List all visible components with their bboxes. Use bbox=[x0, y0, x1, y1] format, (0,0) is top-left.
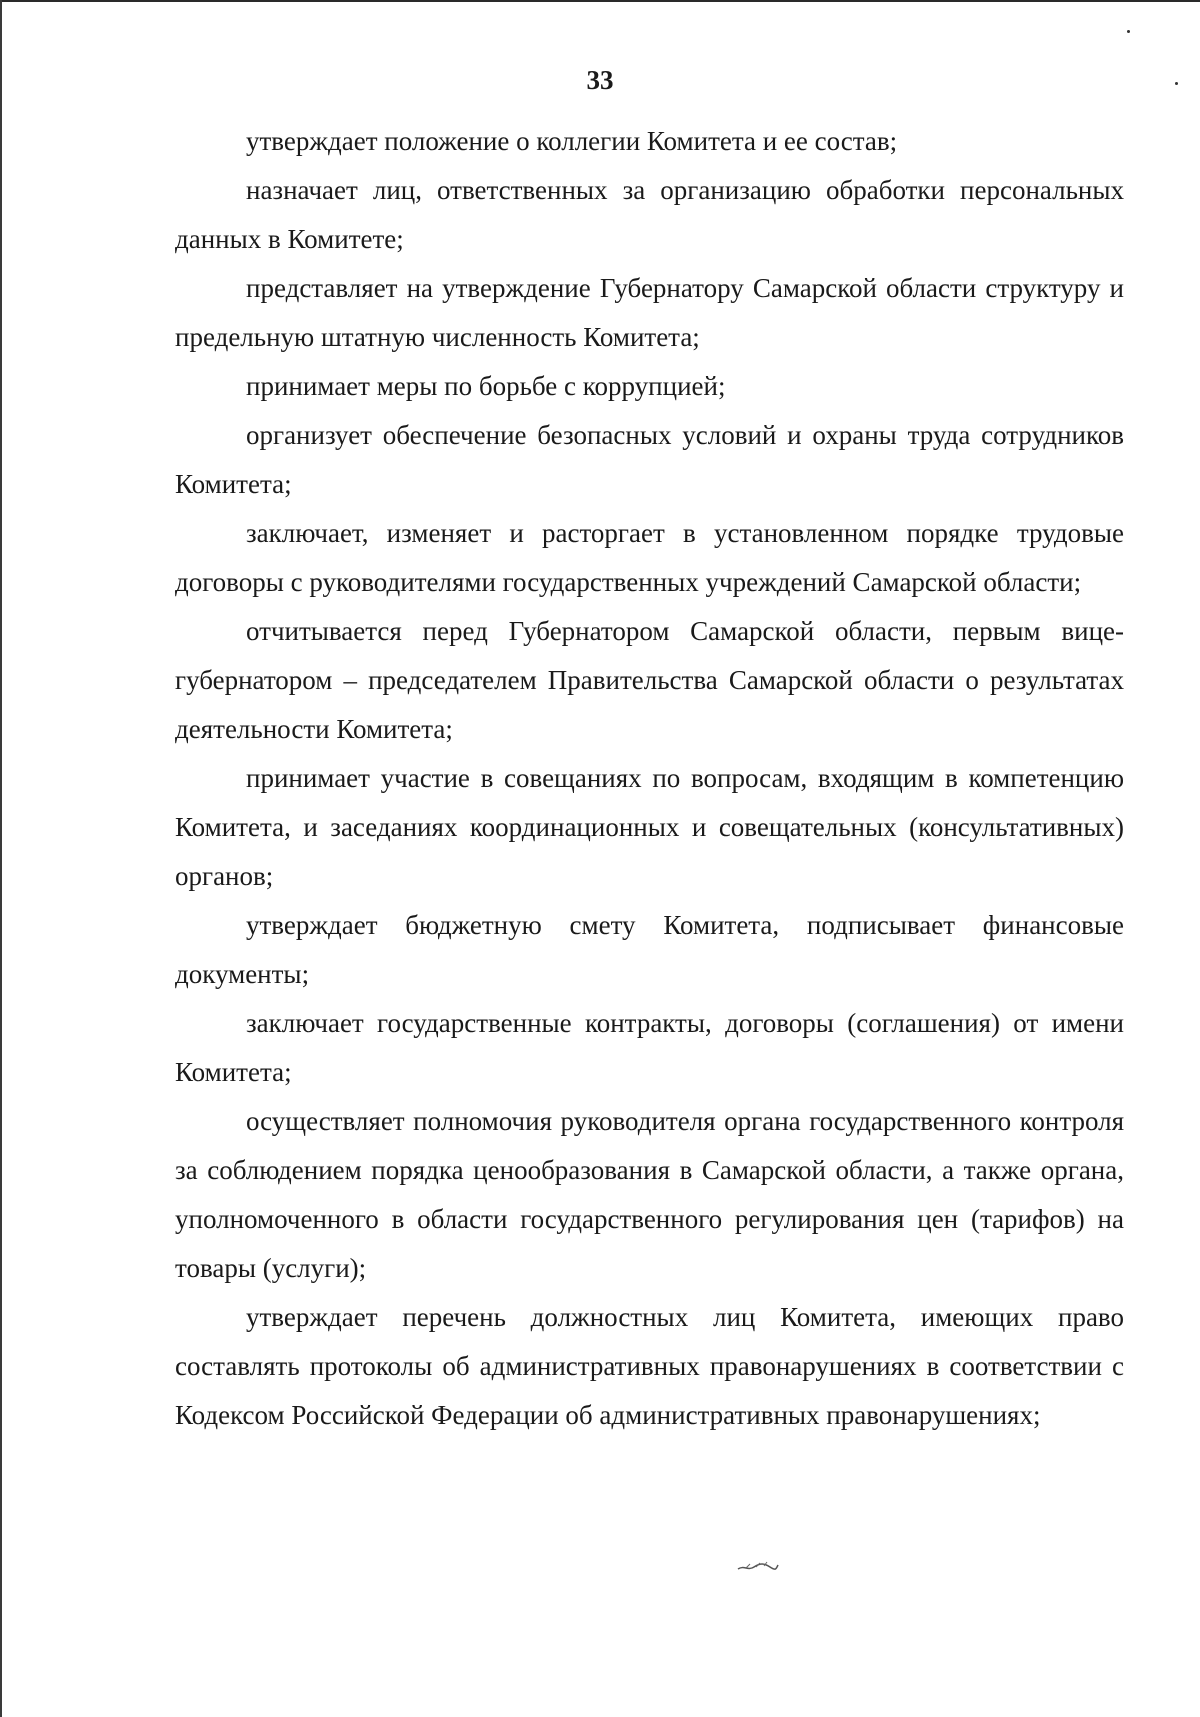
paragraph: утверждает положение о коллегии Комитета и ее состав; bbox=[246, 126, 898, 156]
paragraph: представляет на утверждение Губернатору Самарской области структуру и предельную штатную численность Комитета; bbox=[175, 273, 1124, 352]
paragraph: утверждает перечень должностных лиц Комитета, имеющих право составлять протоколы об административных правонарушениях в соответствии с Кодексом Российской Федерации об административных правонарушениях; bbox=[175, 1302, 1124, 1430]
paragraph: утверждает бюджетную смету Комитета, подписывает финансовые документы; bbox=[175, 910, 1124, 989]
paragraph: заключает, изменяет и расторгает в установленном порядке трудовые договоры с руководителями государственных учреждений Самарской области; bbox=[175, 518, 1124, 597]
paragraph: принимает участие в совещаниях по вопросам, входящим в компетенцию Комитета, и заседаниях координационных и совещательных (консультативных) органов; bbox=[175, 763, 1124, 891]
paragraph: отчитывается перед Губернатором Самарской области, первым вице-губернатором – председателем Правительства Самарской области о результатах деятельности Комитета; bbox=[175, 616, 1124, 744]
page-body bbox=[175, 117, 1124, 1440]
paragraph: принимает меры по борьбе с коррупцией; bbox=[246, 371, 726, 401]
paragraph: назначает лиц, ответственных за организацию обработки персональных данных в Комитете; bbox=[175, 175, 1124, 254]
scan-edge-top bbox=[0, 0, 1200, 2]
ink-mark bbox=[736, 1555, 780, 1575]
page-number: 33 bbox=[586, 65, 614, 95]
scan-edge-left bbox=[0, 0, 2, 1717]
paragraph: организует обеспечение безопасных условий и охраны труда сотрудников Комитета; bbox=[175, 420, 1124, 499]
scan-speck bbox=[1127, 30, 1130, 33]
paragraph: заключает государственные контракты, договоры (соглашения) от имени Комитета; bbox=[175, 1008, 1124, 1087]
paragraph: осуществляет полномочия руководителя органа государственного контроля за соблюдением порядка ценообразования в Самарской области, а также органа, уполномоченного в области государственного регулирования цен (тарифов) на товары (услуги); bbox=[175, 1106, 1124, 1283]
